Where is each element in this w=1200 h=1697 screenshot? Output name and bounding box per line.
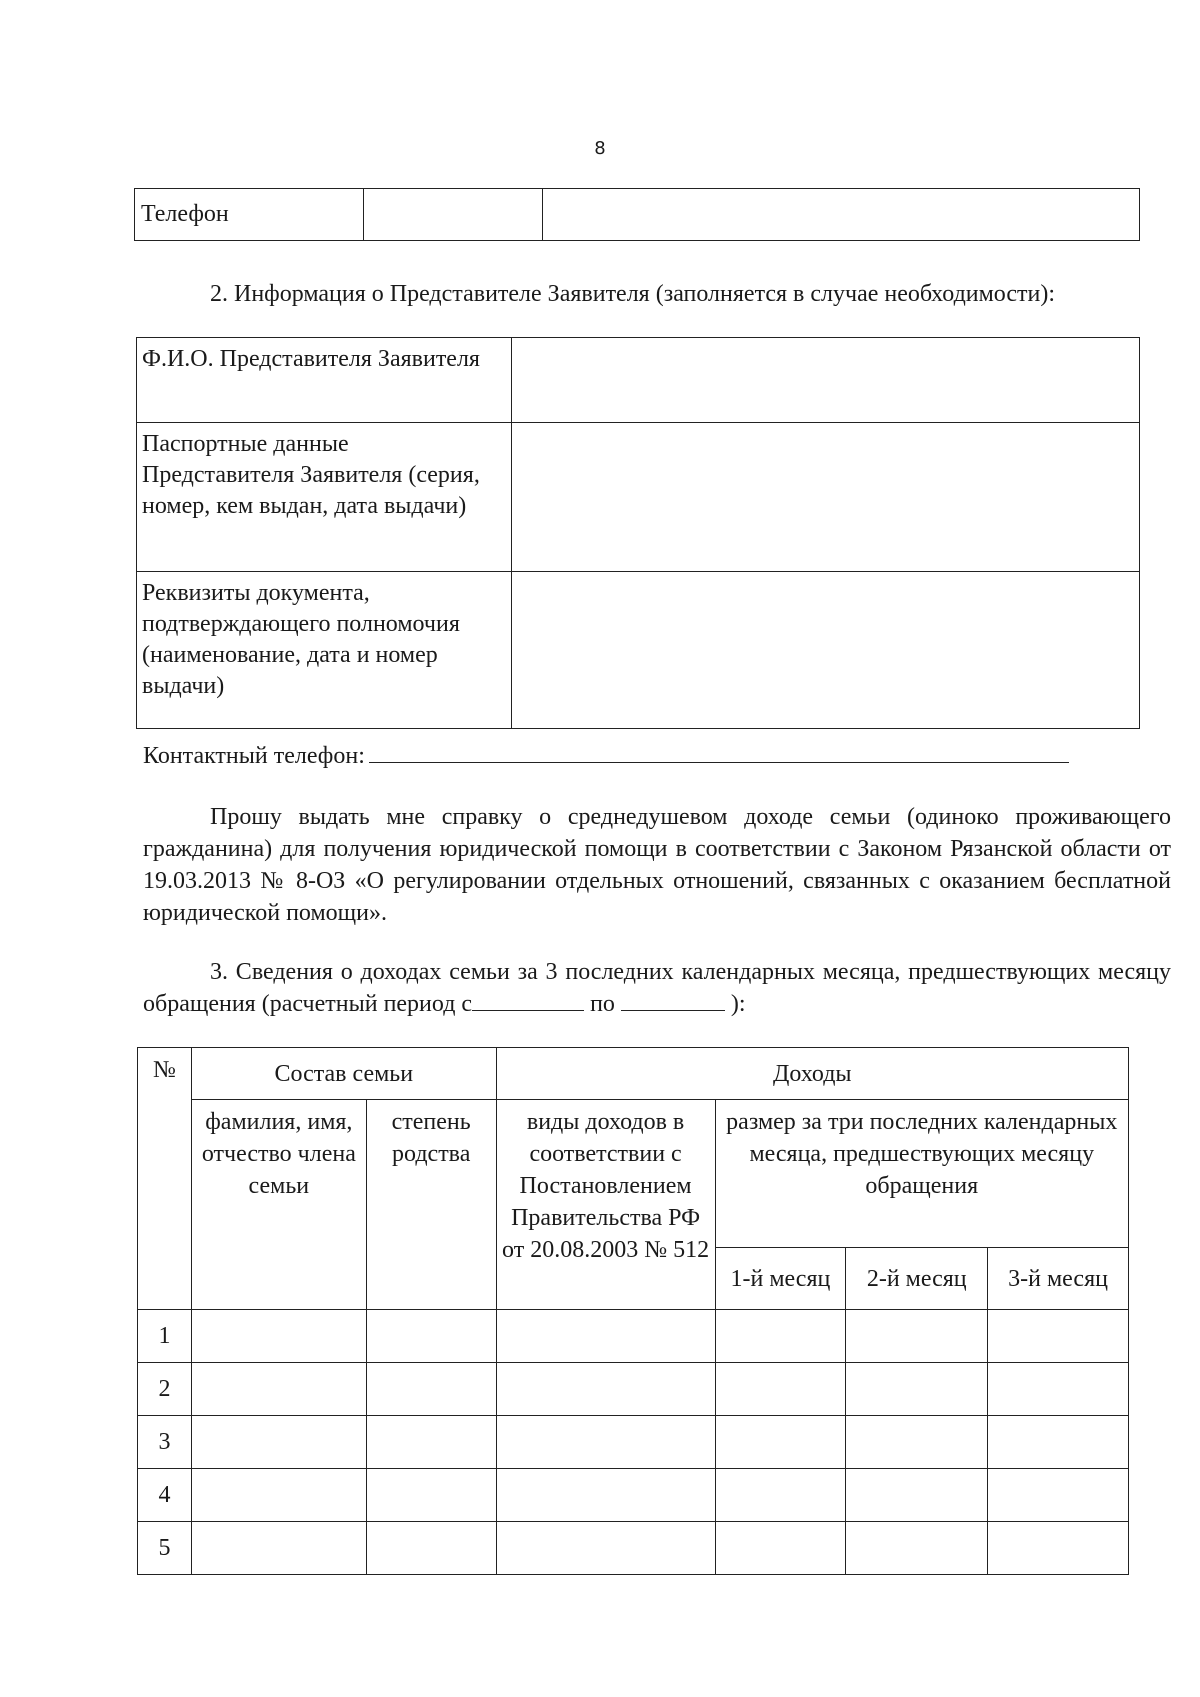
phone-label: Телефон [135,189,364,241]
table-row [135,189,1140,241]
income-type-cell[interactable] [496,1416,715,1469]
row-number: 4 [138,1469,192,1522]
income-type-cell[interactable] [496,1310,715,1363]
relation-cell[interactable] [366,1363,496,1416]
phone-field-1[interactable] [364,189,543,241]
section-3-heading-to: по [590,991,615,1017]
income-type-cell[interactable] [496,1363,715,1416]
month-1-header: 1-й месяц [715,1248,846,1310]
section-2-heading: 2. Информация о Представителе Заявителя (заполняется в случае необходимости): [210,281,1056,307]
row-number: 1 [138,1310,192,1363]
month-3-cell[interactable] [988,1363,1129,1416]
income-type-cell[interactable] [496,1522,715,1575]
month-1-cell[interactable] [715,1469,846,1522]
section-3-heading-text: 3. Сведения о доходах семьи за 3 последних календарных месяца, предшествующих месяцу обращения (расчетный период с [143,959,1171,1017]
table-row [137,572,1140,729]
month-2-cell[interactable] [846,1416,988,1469]
request-paragraph: Прошу выдать мне справку о среднедушевом доходе семьи (одиноко проживающего гражданина) для получения юридической помощи в соответствии с Законом Рязанской области от 19.03.2013 № 8-ОЗ «О регулировании отдельных отношений, связанных с оказанием бесплатной юридической помощи». [143,804,1171,926]
contact-phone-line [143,740,1069,771]
period-end-field[interactable] [621,988,725,1011]
month-3-cell[interactable] [988,1416,1129,1469]
relation-cell[interactable] [366,1416,496,1469]
family-member-name-cell[interactable] [191,1310,366,1363]
row-number: 2 [138,1363,192,1416]
representative-name-field[interactable] [512,338,1140,423]
month-1-cell[interactable] [715,1416,846,1469]
month-2-header: 2-й месяц [846,1248,988,1310]
col-name-header: фамилия, имя, отчество члена семьи [191,1100,366,1310]
relation-cell[interactable] [366,1522,496,1575]
month-1-cell[interactable] [715,1363,846,1416]
section-3-heading [143,956,1171,1020]
family-member-name-cell[interactable] [191,1416,366,1469]
table-row [137,423,1140,572]
month-2-cell[interactable] [846,1310,988,1363]
month-2-cell[interactable] [846,1522,988,1575]
month-2-cell[interactable] [846,1363,988,1416]
table-row [138,1469,1129,1522]
table-row [138,1416,1129,1469]
table-row [138,1310,1129,1363]
table-row [137,338,1140,423]
col-family-header: Состав семьи [191,1048,496,1100]
month-3-cell[interactable] [988,1522,1129,1575]
table-row [138,1522,1129,1575]
contact-phone-label: Контактный телефон: [143,743,365,769]
relation-cell[interactable] [366,1469,496,1522]
authority-document-field[interactable] [512,572,1140,729]
col-income-header: Доходы [496,1048,1128,1100]
month-3-cell[interactable] [988,1469,1129,1522]
phone-field-2[interactable] [543,189,1140,241]
representative-name-label: Ф.И.О. Представителя Заявителя [137,338,512,423]
family-member-name-cell[interactable] [191,1522,366,1575]
row-number: 5 [138,1522,192,1575]
table-row [138,1363,1129,1416]
applicant-phone-table [134,188,1140,241]
representative-table [136,337,1140,729]
contact-phone-field[interactable] [369,740,1069,763]
col-number-header: № [138,1048,192,1310]
income-table [137,1047,1129,1575]
month-1-cell[interactable] [715,1522,846,1575]
month-3-header: 3-й месяц [988,1248,1129,1310]
page-number: 8 [594,138,606,159]
col-income-type-header: виды доходов в соответствии с Постановлением Правительства РФ от 20.08.2003 № 512 [496,1100,715,1310]
month-3-cell[interactable] [988,1310,1129,1363]
family-member-name-cell[interactable] [191,1469,366,1522]
authority-document-label: Реквизиты документа, подтверждающего полномочия (наименование, дата и номер выдачи) [137,572,512,729]
representative-passport-label: Паспортные данные Представителя Заявителя (серия, номер, кем выдан, дата выдачи) [137,423,512,572]
month-2-cell[interactable] [846,1469,988,1522]
row-number: 3 [138,1416,192,1469]
month-1-cell[interactable] [715,1310,846,1363]
table-header-row [138,1100,1129,1248]
col-relation-header: степень родства [366,1100,496,1310]
table-header-row [138,1048,1129,1100]
period-start-field[interactable] [472,988,584,1011]
family-member-name-cell[interactable] [191,1363,366,1416]
col-amount-header: размер за три последних календарных месяца, предшествующих месяцу обращения [715,1100,1128,1248]
relation-cell[interactable] [366,1310,496,1363]
representative-passport-field[interactable] [512,423,1140,572]
income-type-cell[interactable] [496,1469,715,1522]
section-3-heading-end: ): [730,991,746,1017]
